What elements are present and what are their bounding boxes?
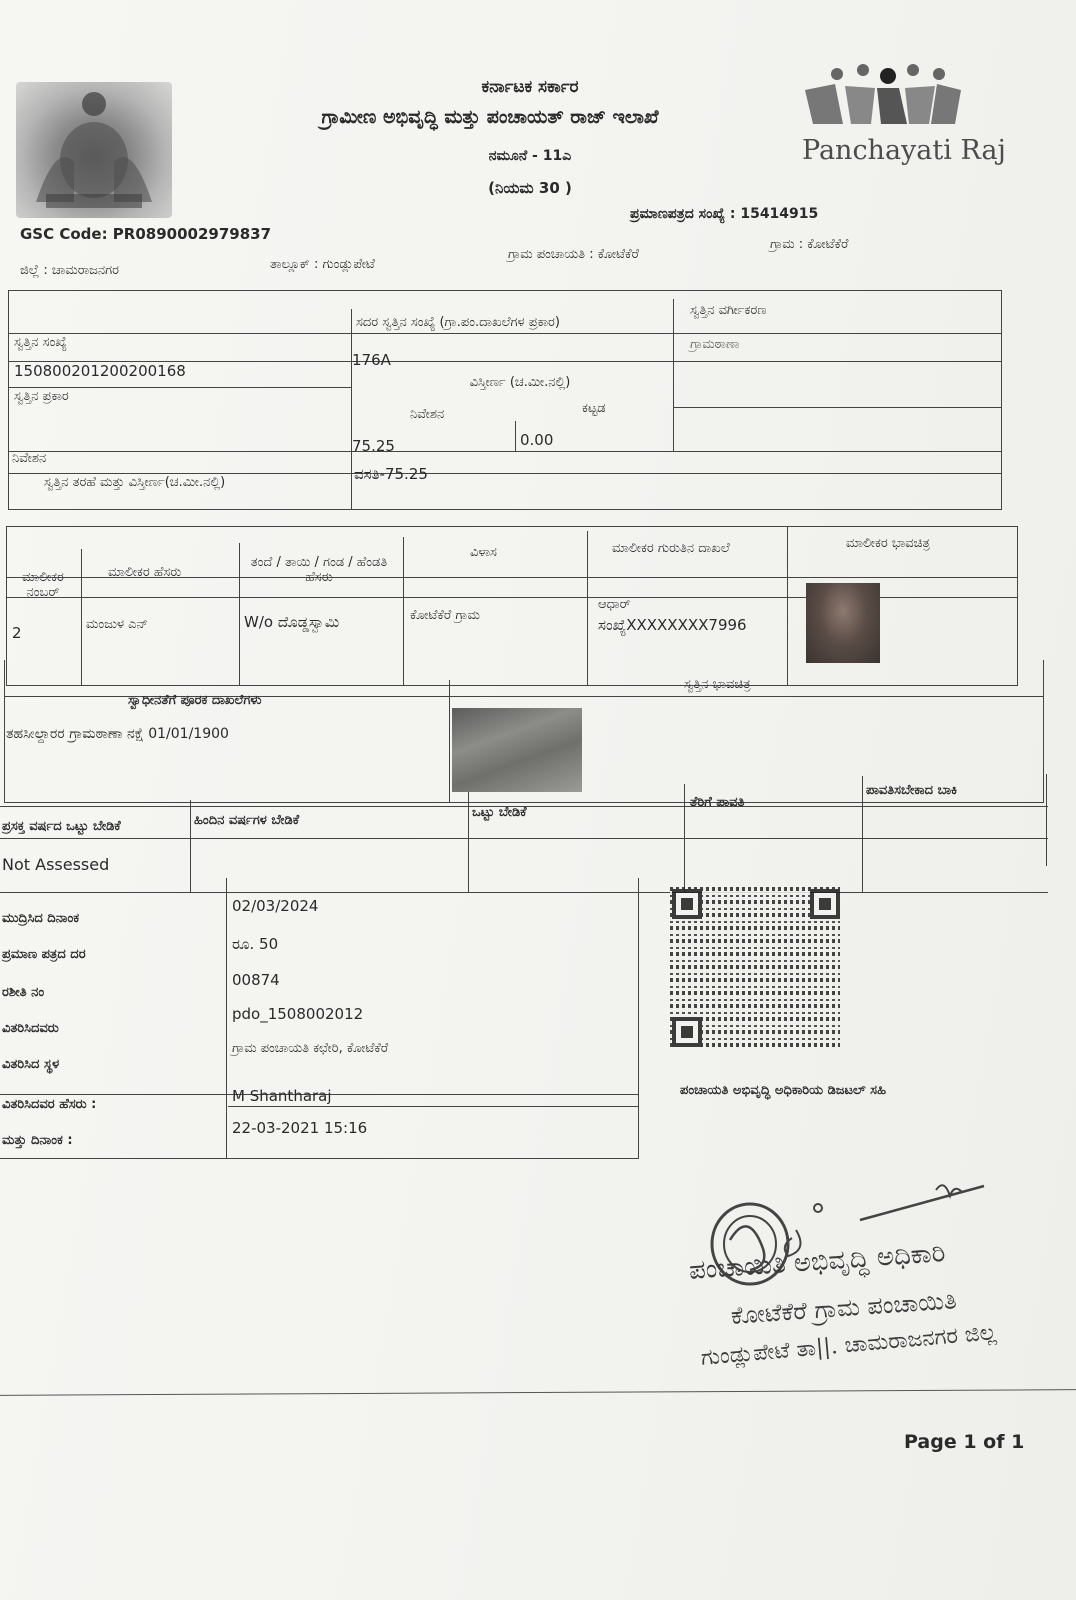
issue-value-5: ಗ್ರಾಮ ಪಂಚಾಯತಿ ಕಛೇರಿ, ಕೋಟೆಕೆರೆ <box>232 1041 389 1056</box>
certificate-number: ಪ್ರಮಾಣಪತ್ರದ ಸಂಖ್ಯೆ : 15414915 <box>630 206 819 222</box>
panchayati-raj-logo-icon <box>795 62 965 128</box>
owner-photo <box>806 583 880 663</box>
sadar-number-label: ಸದರ ಸ್ವತ್ತಿನ ಸಂಖ್ಯೆ (ಗ್ರಾ.ಪಂ.ದಾಖಲೆಗಳ ಪ್ರಕಾರ) <box>356 315 561 330</box>
gsc-code: GSC Code: PR0890002979837 <box>20 225 272 243</box>
issuer-name-value: M Shantharaj <box>232 1087 332 1105</box>
issue-value-2: ರೂ. 50 <box>232 935 279 953</box>
area-label: ವಿಸ್ತೀರ್ಣ (ಚ.ಮೀ.ನಲ್ಲಿ) <box>469 375 571 390</box>
total-demand-header: ಒಟ್ಟು ಬೇಡಿಕೆ <box>472 805 527 820</box>
district-label: ಜಿಲ್ಲೆ : ಚಾಮರಾಜನಗರ <box>20 263 120 278</box>
property-number-value: 150800201200200168 <box>14 362 186 380</box>
stamp-line-1: ಪಂಚಾಯಿತಿ ಅಭಿವೃದ್ಧಿ ಅಧಿಕಾರಿ <box>688 1238 947 1286</box>
current-year-demand-header: ಪ್ರಸಕ್ತ ವರ್ಷದ ಒಟ್ಟು ಬೇಡಿಕೆ <box>2 819 121 834</box>
classification-value: ಗ್ರಾಮಠಾಣಾ <box>690 337 740 352</box>
issue-label-3: ರಶೀತಿ ನಂ <box>2 985 45 1000</box>
address-value: ಕೋಟೆಕೆರೆ ಗ್ರಾಮ <box>410 608 480 623</box>
issue-label-1: ಮುದ್ರಿಸಿದ ದಿನಾಂಕ <box>2 911 80 926</box>
building-area-value: 0.00 <box>520 431 554 449</box>
issue-value-3: 00874 <box>232 971 280 989</box>
ownership-docs-value: ತಹಸೀಲ್ದಾರರ ಗ್ರಾಮಠಾಣಾ ನಕ್ಷೆ 01/01/1900 <box>6 726 229 742</box>
issue-date-value: 22-03-2021 15:16 <box>232 1119 368 1137</box>
type-area-value: ವಸತಿ-75.25 <box>354 465 428 483</box>
building-area-label: ಕಟ್ಟಡ <box>582 401 606 416</box>
site-area-value: 75.25 <box>352 437 395 455</box>
address-header: ವಿಳಾಸ <box>470 545 497 560</box>
taluk-label: ತಾಲ್ಲೂಕ್ : ಗುಂಡ್ಲುಪೇಟೆ <box>270 257 375 272</box>
ownership-docs-label: ಸ್ವಾಧೀನತೆಗೆ ಪೂರಕ ದಾಖಲೆಗಳು <box>128 693 262 708</box>
property-photo-label: ಸ್ವತ್ತಿನ ಭಾವಚಿತ್ರ <box>684 677 751 692</box>
issue-label-5: ವಿತರಿಸಿದ ಸ್ಥಳ <box>2 1057 60 1072</box>
relation-header: ತಂದೆ / ತಾಯಿ / ಗಂಡ / ಹೆಂಡತಿ ಹೆಸರು <box>250 555 388 585</box>
owner-photo-header: ಮಾಲೀಕರ ಭಾವಚಿತ್ರ <box>846 536 930 551</box>
stamp-line-2: ಕೋಟೆಕೆರೆ ಗ್ರಾಮ ಪಂಚಾಯಿತಿ <box>730 1286 958 1330</box>
property-type-label: ಸ್ವತ್ತಿನ ಪ್ರಕಾರ <box>14 389 69 404</box>
form-number: ನಮೂನೆ - 11ಎ <box>488 148 572 164</box>
issue-date-label: ಮತ್ತು ದಿನಾಂಕ : <box>2 1133 73 1148</box>
property-type-value: ನಿವೇಶನ <box>12 451 47 466</box>
current-year-demand-value: Not Assessed <box>2 855 110 874</box>
state-govt-title: ಕರ್ನಾಟಕ ಸರ್ಕಾರ <box>481 77 579 97</box>
sadar-number-value: 176A <box>352 351 391 369</box>
type-area-label: ಸ್ವತ್ತಿನ ತರಹೆ ಮತ್ತು ವಿಸ್ತೀರ್ಣ(ಚ.ಮೀ.ನಲ್ಲಿ) <box>44 475 226 490</box>
relation-value: W/o ದೊಡ್ಡಸ್ವಾಮಿ <box>244 613 340 631</box>
issuer-name-label: ವಿತರಿಸಿದವರ ಹೆಸರು : <box>2 1097 97 1112</box>
issue-value-1: 02/03/2024 <box>232 897 319 915</box>
issue-value-4: pdo_1508002012 <box>232 1005 364 1023</box>
village-label: ಗ್ರಾಮ : ಕೋಟೆಕೆರೆ <box>770 237 849 252</box>
balance-due-header: ಪಾವತಿಸಬೇಕಾದ ಬಾಕಿ <box>866 783 958 798</box>
owner-number-value: 2 <box>12 624 22 642</box>
id-doc-line2: ಸಂಖ್ಯೆXXXXXXXX7996 <box>598 616 747 634</box>
id-doc-header: ಮಾಲೀಕರ ಗುರುತಿನ ದಾಖಲೆ <box>612 541 730 556</box>
owner-name-value: ಮಂಜುಳ ಎನ್ <box>86 617 148 632</box>
classification-label: ಸ್ವತ್ತಿನ ವರ್ಗೀಕರಣ <box>690 303 767 318</box>
previous-years-demand-header: ಹಿಂದಿನ ವರ್ಷಗಳ ಬೇಡಿಕೆ <box>194 813 300 828</box>
owner-number-header: ಮಾಲೀಕರ ನಂಬರ್ <box>22 570 64 600</box>
id-doc-line1: ಆಧಾರ್ <box>598 597 631 612</box>
issue-label-2: ಪ್ರಮಾಣ ಪತ್ರದ ದರ <box>2 947 86 962</box>
issue-label-4: ವಿತರಿಸಿದವರು <box>2 1021 59 1036</box>
owner-name-header: ಮಾಲೀಕರ ಹೆಸರು <box>108 565 182 580</box>
gram-panchayat-label: ಗ್ರಾಮ ಪಂಚಾಯತಿ : ಕೋಟೆಕೆರೆ <box>508 247 639 262</box>
site-area-label: ನಿವೇಶನ <box>410 407 445 422</box>
footer-divider <box>0 1389 1076 1396</box>
qr-code-icon <box>670 887 840 1047</box>
digital-signature-label: ಪಂಚಾಯತಿ ಅಭಿವೃದ್ಧಿ ಅಧಿಕಾರಿಯ ಡಿಜಟಲ್ ಸಹಿ <box>680 1083 887 1098</box>
karnataka-emblem-icon <box>16 82 172 218</box>
department-title: ಗ್ರಾಮೀಣ ಅಭಿವೃದ್ಧಿ ಮತ್ತು ಪಂಚಾಯತ್ ರಾಜ್ ಇಲಾಖೆ <box>321 106 659 128</box>
page-number: Page 1 of 1 <box>904 1431 1025 1453</box>
rule-number: (ನಿಯಮ 30 ) <box>488 179 572 197</box>
tax-paid-header: ತೆರಿಗೆ ಪಾವತಿ <box>690 795 745 810</box>
panchayati-raj-logo-text: Panchayati Raj <box>802 135 1006 166</box>
stamp-line-3: ಗುಂಡ್ಲುಪೇಟೆ ತಾ||. ಚಾಮರಾಜನಗರ ಜಿಲ್ಲ <box>700 1320 998 1371</box>
property-number-label: ಸ್ವತ್ತಿನ ಸಂಖ್ಯೆ <box>14 335 68 350</box>
